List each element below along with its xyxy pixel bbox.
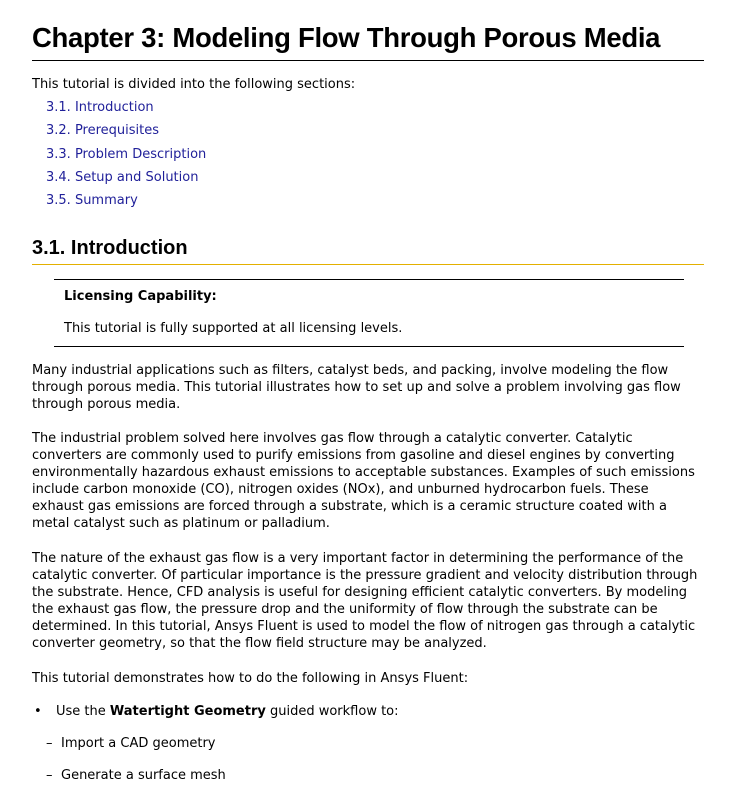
toc-link-prerequisites[interactable]: 3.2. Prerequisites	[46, 123, 160, 139]
sub-item	[46, 767, 226, 784]
sub-item-label: Generate a surface mesh	[61, 768, 226, 783]
section-underline	[32, 264, 704, 265]
paragraph: The nature of the exhaust gas flow is a very important factor in determining the performance of the catalytic converter. Of particular importance is the pressure gradient and velocity distribution through the substrate. Hence, CFD analysis is useful for designing efficient catalytic converters. By modeling the exhaust gas flow, the pressure drop and the uniformity of flow through the substrate can be determined. In this tutorial, Ansys Fluent is used to model the flow of nitrogen gas through a catalytic converter geometry, so that the flow field structure may be analyzed.	[32, 551, 698, 651]
licensing-text: This tutorial is fully supported at all licensing levels.	[64, 321, 403, 336]
paragraph: Many industrial applications such as filters, catalyst beds, and packing, involve modeling the flow through porous media. This tutorial illustrates how to set up and solve a problem involving gas flow through porous media.	[32, 363, 681, 412]
sub-marker: –	[46, 768, 53, 783]
toc-item	[46, 192, 206, 215]
toc-link-problem-description[interactable]: 3.3. Problem Description	[46, 146, 207, 162]
paragraph: This tutorial demonstrates how to do the following in Ansys Fluent:	[32, 671, 469, 686]
toc-link-setup-and-solution[interactable]: 3.4. Setup and Solution	[46, 169, 199, 185]
bullet-bold: Watertight Geometry	[109, 704, 266, 719]
table-of-contents	[46, 99, 206, 215]
toc-link-summary[interactable]: 3.5. Summary	[46, 193, 138, 209]
toc-intro: This tutorial is divided into the following sections:	[32, 77, 356, 92]
chapter-title: Chapter 3: Modeling Flow Through Porous Media	[32, 22, 661, 53]
paragraph: The industrial problem solved here involves gas flow through a catalytic converter. Catalytic converters are commonly used to purify emissions from gasoline and diesel engines by converting environmentally hazardous exhaust emissions to acceptable substances. Examples of such emissions include carbon monoxide (CO), nitrogen oxides (NOx), and unburned hydrocarbon fuels. These exhaust gas emissions are forced through a substrate, which is a ceramic structure coated with a metal catalyst such as platinum or palladium.	[32, 431, 695, 531]
title-underline	[32, 60, 704, 61]
section-title: 3.1. Introduction	[32, 237, 188, 259]
licensing-top-rule	[54, 279, 684, 280]
toc-link-introduction[interactable]: 3.1. Introduction	[46, 100, 154, 115]
bullet-prefix: Use the	[56, 704, 110, 719]
bullet-item	[32, 703, 399, 720]
toc-item	[46, 169, 206, 192]
bullet-marker: •	[34, 704, 42, 719]
sub-item	[46, 735, 216, 752]
licensing-title: Licensing Capability:	[64, 289, 217, 304]
sub-item-label: Import a CAD geometry	[61, 736, 216, 751]
sub-marker: –	[46, 736, 53, 751]
toc-item	[46, 146, 206, 169]
toc-item	[46, 99, 206, 122]
toc-item	[46, 122, 206, 145]
licensing-bottom-rule	[54, 346, 684, 347]
bullet-suffix: guided workflow to:	[265, 704, 399, 719]
